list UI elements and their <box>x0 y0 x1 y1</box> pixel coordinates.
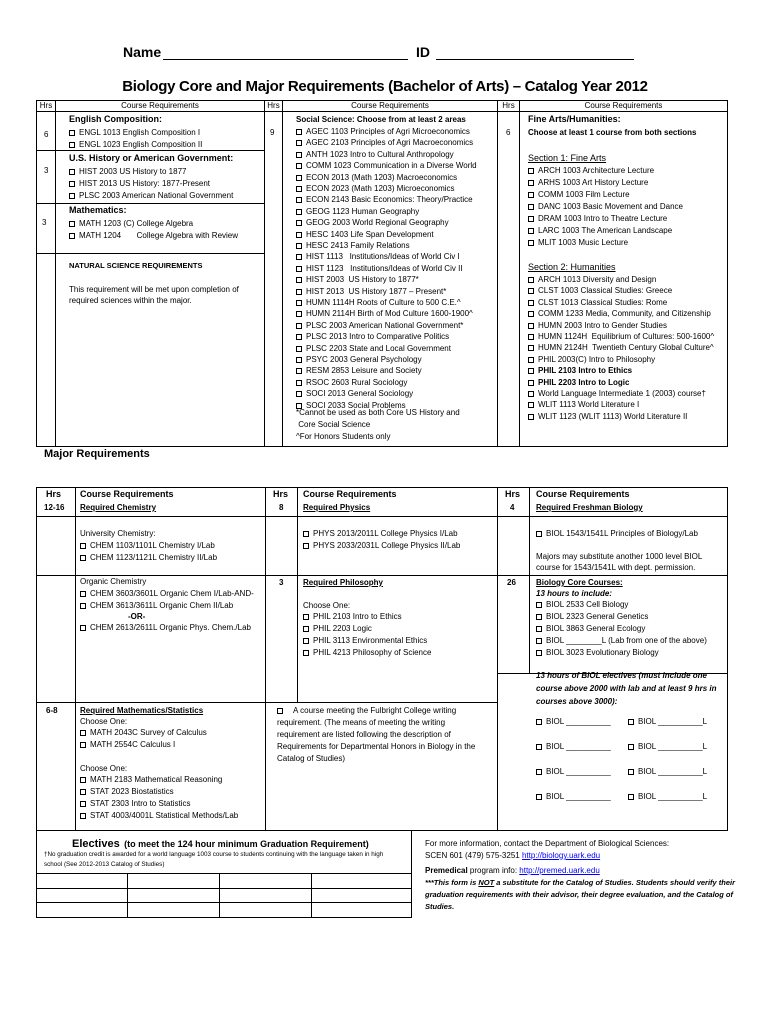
social-science-item[interactable]: ECON 2023 (Math 1203) Microeconomics <box>296 183 455 195</box>
checkbox-icon[interactable] <box>528 380 534 386</box>
biol-elective-blank[interactable]: BIOL __________ <box>536 766 611 778</box>
id-label: ID <box>416 44 430 60</box>
checkbox-icon[interactable] <box>296 391 302 397</box>
major-hrs-header: Hrs <box>273 489 289 499</box>
checkbox-icon[interactable] <box>528 168 534 174</box>
social-hrs: 9 <box>270 128 275 137</box>
checkbox-icon[interactable] <box>296 232 302 238</box>
finearts-subtitle: Choose at least 1 course from both sections <box>528 128 697 137</box>
finearts-title: Fine Arts/Humanities: <box>528 114 621 124</box>
checkbox-icon[interactable] <box>536 614 542 620</box>
humanities-item[interactable]: HUMN 1124H Equilibrium of Cultures: 500-1600^ <box>528 331 714 343</box>
elective-note: 13 hours of BIOL electives (must include one <box>536 671 708 680</box>
checkbox-icon[interactable] <box>528 204 534 210</box>
social-science-item[interactable]: HESC 1403 Life Span Development <box>296 229 434 241</box>
fine-arts-item[interactable]: MLIT 1003 Music Lecture <box>528 237 628 249</box>
biol-elective-blank[interactable]: BIOL __________L <box>628 791 707 803</box>
history-hrs: 3 <box>44 166 49 175</box>
social-science-item[interactable]: PLSC 2013 Intro to Comparative Politics <box>296 331 449 343</box>
social-science-item[interactable]: HIST 2003 US History to 1877* <box>296 274 419 286</box>
checkbox-icon[interactable] <box>303 614 309 620</box>
checkbox-icon[interactable] <box>296 175 302 181</box>
mathstat-item[interactable]: STAT 2023 Biostatistics <box>80 786 174 798</box>
checkbox-icon[interactable] <box>296 152 302 158</box>
philosophy-item[interactable]: PHIL 2203 Logic <box>303 623 372 635</box>
checkbox-icon[interactable] <box>296 243 302 249</box>
checkbox-icon[interactable] <box>69 181 75 187</box>
premed-line: Premedical program info: http://premed.uark.edu <box>425 866 600 875</box>
social-science-item[interactable]: AGEC 2103 Principles of Agri Macroeconomics <box>296 137 473 149</box>
phys-title: Required Physics <box>303 503 371 512</box>
humanities-item[interactable]: COMM 1233 Media, Community, and Citizenship <box>528 308 711 320</box>
chem-item[interactable]: CHEM 3603/3601L Organic Chem I/Lab-AND- <box>80 588 254 600</box>
social-science-item[interactable]: HIST 1123 Institutions/Ideas of World Civ II <box>296 263 463 275</box>
chem-title: Required Chemistry <box>80 503 157 512</box>
checkbox-icon[interactable] <box>528 311 534 317</box>
fine-arts-item[interactable]: DRAM 1003 Intro to Theatre Lecture <box>528 213 667 225</box>
social-note: ^For Honors Students only <box>296 432 391 441</box>
disclaimer: Studies. <box>425 902 455 911</box>
bio-item[interactable]: BIOL 1543/1541L Principles of Biology/Lab <box>536 528 698 540</box>
fine-arts-item[interactable]: ARCH 1003 Architecture Lecture <box>528 165 654 177</box>
core-hrs: 26 <box>507 578 516 587</box>
phys-item[interactable]: PHYS 2033/2031L College Physics II/Lab <box>303 540 460 552</box>
math-item[interactable]: MATH 1204 College Algebra with Review <box>69 230 238 242</box>
social-science-item[interactable]: HESC 2413 Family Relations <box>296 240 410 252</box>
elective-note: course above 2000 with lab and at least 9 hrs in <box>536 684 717 693</box>
checkbox-icon[interactable] <box>536 650 542 656</box>
section1-title: Section 1: Fine Arts <box>528 153 607 163</box>
checkbox-icon[interactable] <box>528 391 534 397</box>
natsci-line: required sciences within the major. <box>69 296 192 305</box>
fine-arts-item[interactable]: ARHS 1003 Art History Lecture <box>528 177 648 189</box>
checkbox-icon[interactable] <box>80 555 86 561</box>
major-course-header: Course Requirements <box>80 489 174 499</box>
biol-elective-blank[interactable]: BIOL __________ <box>536 741 611 753</box>
checkbox-icon[interactable] <box>80 789 86 795</box>
mathstat-hrs: 6-8 <box>46 706 58 715</box>
social-science-item[interactable]: PSYC 2003 General Psychology <box>296 354 422 366</box>
biol-elective-blank[interactable]: BIOL __________L <box>628 741 707 753</box>
social-science-item[interactable]: RESM 2853 Leisure and Society <box>296 365 422 377</box>
core-hrs-header-2: Hrs <box>267 101 280 110</box>
social-science-item[interactable]: HUMN 2114H Birth of Mod Culture 1600-1900^ <box>296 308 473 320</box>
chem-hrs: 12-16 <box>44 503 65 512</box>
math-title: Mathematics: <box>69 205 127 215</box>
philosophy-item[interactable]: PHIL 3113 Environmental Ethics <box>303 635 427 647</box>
checkbox-icon[interactable] <box>80 591 86 597</box>
social-science-item[interactable]: COMM 1023 Communication in a Diverse World <box>296 160 477 172</box>
bio-hrs: 4 <box>510 503 515 512</box>
bio-note: course for 1543/1541L with dept. permission. <box>536 563 696 572</box>
page-title: Biology Core and Major Requirements (Bachelor of Arts) – Catalog Year 2012 <box>122 78 648 95</box>
checkbox-icon[interactable] <box>296 254 302 260</box>
social-note: *Cannot be used as both Core US History and <box>296 408 460 417</box>
philo-choose: Choose One: <box>303 601 351 610</box>
natsci-title: NATURAL SCIENCE REQUIREMENTS <box>69 261 203 270</box>
checkbox-icon[interactable] <box>528 228 534 234</box>
checkbox-icon[interactable] <box>528 288 534 294</box>
chem-item[interactable]: CHEM 2613/2611L Organic Phys. Chem./Lab <box>80 622 251 634</box>
checkbox-icon[interactable] <box>296 277 302 283</box>
humanities-item[interactable]: PHIL 2003(C) Intro to Philosophy <box>528 354 655 366</box>
core-title: Biology Core Courses: <box>536 578 623 587</box>
checkbox-icon[interactable] <box>628 769 634 775</box>
humanities-item[interactable]: HUMN 2003 Intro to Gender Studies <box>528 320 667 332</box>
humanities-item[interactable]: WLIT 1113 World Literature I <box>528 399 639 411</box>
checkbox-icon[interactable] <box>80 625 86 631</box>
history-item[interactable]: HIST 2013 US History: 1877-Present <box>69 178 210 190</box>
mathstat-item[interactable]: MATH 2554C Calculus I <box>80 739 175 751</box>
social-science-item[interactable]: ECON 2143 Basic Economics: Theory/Practice <box>296 194 473 206</box>
humanities-item[interactable]: PHIL 2203 Intro to Logic <box>528 377 629 389</box>
disclaimer: graduation requirements with their advisor, their degree evaluation, and the Catalog of <box>425 890 733 899</box>
social-science-item[interactable]: PLSC 2203 State and Local Government <box>296 343 451 355</box>
id-field[interactable] <box>436 59 634 60</box>
humanities-item[interactable]: CLST 1013 Classical Studies: Rome <box>528 297 667 309</box>
checkbox-icon[interactable] <box>528 368 534 374</box>
social-science-item[interactable]: PLSC 2003 American National Government* <box>296 320 463 332</box>
checkbox-icon[interactable] <box>296 197 302 203</box>
major-course-header: Course Requirements <box>303 489 397 499</box>
philo-title: Required Philosophy <box>303 578 384 587</box>
checkbox-icon[interactable] <box>303 650 309 656</box>
checkbox-icon[interactable] <box>296 129 302 135</box>
biol-elective-blank[interactable]: BIOL __________L <box>628 716 707 728</box>
checkbox-icon[interactable] <box>528 323 534 329</box>
checkbox-icon[interactable] <box>80 813 86 819</box>
phys-item[interactable]: PHYS 2013/2011L College Physics I/Lab <box>303 528 458 540</box>
checkbox-icon[interactable] <box>296 163 302 169</box>
checkbox-icon[interactable] <box>296 289 302 295</box>
checkbox-icon[interactable] <box>528 334 534 340</box>
chem-org: Organic Chemistry <box>80 577 147 586</box>
checkbox-icon[interactable] <box>296 209 302 215</box>
fulbright-item[interactable]: A course meeting the Fulbright College writing <box>277 705 456 717</box>
phys-hrs: 8 <box>279 503 284 512</box>
math-hrs: 3 <box>42 218 47 227</box>
electives-note: †No graduation credit is awarded for a world language 1003 course to students continuing with the language taken in high <box>44 851 384 858</box>
checkbox-icon[interactable] <box>80 777 86 783</box>
checkbox-icon[interactable] <box>628 794 634 800</box>
fulbright-line: Requirements for Departmental Honors in Biology in the <box>277 742 476 751</box>
checkbox-icon[interactable] <box>303 543 309 549</box>
math-item[interactable]: MATH 1203 (C) College Algebra <box>69 218 193 230</box>
section2-title: Section 2: Humanities <box>528 262 616 272</box>
humanities-item[interactable]: ARCH 1013 Diversity and Design <box>528 274 656 286</box>
mathstat-item[interactable]: STAT 2303 Intro to Statistics <box>80 798 191 810</box>
social-science-item[interactable]: SOCI 2033 Social Problems <box>296 400 406 412</box>
social-science-item[interactable]: HIST 2013 US History 1877 – Present* <box>296 286 446 298</box>
social-science-item[interactable]: HIST 1113 Institutions/Ideas of World Civ I <box>296 251 460 263</box>
checkbox-icon[interactable] <box>303 531 309 537</box>
mathstat-choose: Choose One: <box>80 764 128 773</box>
checkbox-icon[interactable] <box>296 311 302 317</box>
biology-core-item[interactable]: BIOL 3863 General Ecology <box>536 623 645 635</box>
social-science-item[interactable]: RSOC 2603 Rural Sociology <box>296 377 407 389</box>
humanities-item[interactable]: PHIL 2103 Intro to Ethics <box>528 365 632 377</box>
checkbox-icon[interactable] <box>528 240 534 246</box>
checkbox-icon[interactable] <box>536 744 542 750</box>
humanities-item[interactable]: World Language Intermediate 1 (2003) course† <box>528 388 706 400</box>
electives-heading: Electives (to meet the 124 hour minimum Graduation Requirement) <box>72 838 369 850</box>
checkbox-icon[interactable] <box>277 708 283 714</box>
core-course-header-1: Course Requirements <box>121 101 199 110</box>
checkbox-icon[interactable] <box>69 169 75 175</box>
major-hrs-header: Hrs <box>46 489 62 499</box>
checkbox-icon[interactable] <box>296 334 302 340</box>
mathstat-title: Required Mathematics/Statistics <box>80 706 204 715</box>
checkbox-icon[interactable] <box>296 266 302 272</box>
checkbox-icon[interactable] <box>536 769 542 775</box>
biol-elective-blank[interactable]: BIOL __________ <box>536 716 611 728</box>
checkbox-icon[interactable] <box>296 186 302 192</box>
major-course-header: Course Requirements <box>536 489 630 499</box>
fine-arts-item[interactable]: DANC 1003 Basic Movement and Dance <box>528 201 683 213</box>
checkbox-icon[interactable] <box>528 402 534 408</box>
mathstat-item[interactable]: MATH 2043C Survey of Calculus <box>80 727 207 739</box>
bio-note: Majors may substitute another 1000 level BIOL <box>536 552 703 561</box>
checkbox-icon[interactable] <box>303 638 309 644</box>
mathstat-choose: Choose One: <box>80 717 128 726</box>
checkbox-icon[interactable] <box>528 414 534 420</box>
checkbox-icon[interactable] <box>528 345 534 351</box>
bio-title: Required Freshman Biology <box>536 503 643 512</box>
checkbox-icon[interactable] <box>69 221 75 227</box>
history-item[interactable]: PLSC 2003 American National Government <box>69 190 233 202</box>
chem-item[interactable]: CHEM 3613/3611L Organic Chem II/Lab <box>80 600 233 612</box>
social-science-item[interactable]: ANTH 1023 Intro to Cultural Anthropology <box>296 149 454 161</box>
checkbox-icon[interactable] <box>536 602 542 608</box>
philosophy-item[interactable]: PHIL 2103 Intro to Ethics <box>303 611 402 623</box>
checkbox-icon[interactable] <box>80 730 86 736</box>
checkbox-icon[interactable] <box>528 192 534 198</box>
core-sub: 13 hours to include: <box>536 589 613 598</box>
major-hrs-header: Hrs <box>505 489 521 499</box>
checkbox-icon[interactable] <box>80 543 86 549</box>
name-field[interactable] <box>163 59 408 60</box>
checkbox-icon[interactable] <box>528 357 534 363</box>
social-science-item[interactable]: GEOG 2003 World Regional Geography <box>296 217 449 229</box>
philosophy-item[interactable]: PHIL 4213 Philosophy of Science <box>303 647 431 659</box>
english-item[interactable]: ENGL 1023 English Composition II <box>69 139 202 151</box>
checkbox-icon[interactable] <box>536 638 542 644</box>
checkbox-icon[interactable] <box>303 626 309 632</box>
disclaimer: ***This form is NOT a substitute for the Catalog of Studies. Students should verify their <box>425 878 736 887</box>
checkbox-icon[interactable] <box>80 603 86 609</box>
fulbright-line: requirement. (The means of meeting the writing <box>277 718 446 727</box>
social-title: Social Science: Choose from at least 2 areas <box>296 115 466 124</box>
core-hrs-header-3: Hrs <box>502 101 515 110</box>
social-science-item[interactable]: HUMN 1114H Roots of Culture to 500 C.E.^ <box>296 297 461 309</box>
elective-note: courses above 3000): <box>536 697 618 706</box>
core-hrs-header-1: Hrs <box>39 101 53 110</box>
core-course-header-2: Course Requirements <box>351 101 429 110</box>
biol-elective-blank[interactable]: BIOL __________L <box>628 766 707 778</box>
checkbox-icon[interactable] <box>536 531 542 537</box>
fulbright-line: requirement are listed following the description of <box>277 730 451 739</box>
humanities-item[interactable]: HUMN 2124H Twentieth Century Global Culture^ <box>528 342 714 354</box>
humanities-item[interactable]: WLIT 1123 (WLIT 1113) World Literature II <box>528 411 687 423</box>
chem-item[interactable]: CHEM 1123/1121L Chemistry II/Lab <box>80 552 217 564</box>
core-course-header-3: Course Requirements <box>584 101 663 110</box>
fine-arts-item[interactable]: LARC 1003 The American Landscape <box>528 225 672 237</box>
social-science-item[interactable]: ECON 2013 (Math 1203) Macroeconomics <box>296 172 457 184</box>
info-line: SCEN 601 (479) 575-3251 http://biology.uark.edu <box>425 851 601 860</box>
electives-note: school (See 2012-2013 Catalog of Studies) <box>44 861 165 868</box>
history-title: U.S. History or American Government: <box>69 153 234 163</box>
checkbox-icon[interactable] <box>69 142 75 148</box>
checkbox-icon[interactable] <box>536 794 542 800</box>
checkbox-icon[interactable] <box>69 193 75 199</box>
major-title: Major Requirements <box>44 448 150 460</box>
social-note: Core Social Science <box>296 420 371 429</box>
fine-arts-item[interactable]: COMM 1003 Film Lecture <box>528 189 630 201</box>
checkbox-icon[interactable] <box>296 323 302 329</box>
chem-item[interactable]: CHEM 1103/1101L Chemistry I/Lab <box>80 540 215 552</box>
checkbox-icon[interactable] <box>528 300 534 306</box>
social-science-item[interactable]: SOCI 2013 General Sociology <box>296 388 413 400</box>
chem-or: -OR- <box>128 612 146 621</box>
natsci-line: This requirement will be met upon completion of <box>69 285 239 294</box>
checkbox-icon[interactable] <box>628 744 634 750</box>
checkbox-icon[interactable] <box>296 357 302 363</box>
checkbox-icon[interactable] <box>296 220 302 226</box>
english-title: English Composition: <box>69 114 162 124</box>
checkbox-icon[interactable] <box>296 346 302 352</box>
social-science-item[interactable]: GEOG 1123 Human Geography <box>296 206 419 218</box>
finearts-hrs: 6 <box>506 128 511 137</box>
checkbox-icon[interactable] <box>536 719 542 725</box>
history-item[interactable]: HIST 2003 US History to 1877 <box>69 166 186 178</box>
biology-core-item[interactable]: BIOL 2533 Cell Biology <box>536 599 628 611</box>
english-item[interactable]: ENGL 1013 English Composition I <box>69 127 200 139</box>
chem-univ: University Chemistry: <box>80 529 156 538</box>
checkbox-icon[interactable] <box>296 300 302 306</box>
mathstat-item[interactable]: STAT 4003/4001L Statistical Methods/Lab <box>80 810 238 822</box>
checkbox-icon[interactable] <box>296 368 302 374</box>
checkbox-icon[interactable] <box>69 233 75 239</box>
mathstat-item[interactable]: MATH 2183 Mathematical Reasoning <box>80 774 222 786</box>
checkbox-icon[interactable] <box>536 626 542 632</box>
biology-link[interactable]: http://biology.uark.edu <box>521 851 601 860</box>
checkbox-icon[interactable] <box>69 130 75 136</box>
humanities-item[interactable]: CLST 1003 Classical Studies: Greece <box>528 285 672 297</box>
biology-core-item[interactable]: BIOL ________L (Lab from one of the above) <box>536 635 707 647</box>
biology-core-item[interactable]: BIOL 3023 Evolutionary Biology <box>536 647 659 659</box>
checkbox-icon[interactable] <box>528 216 534 222</box>
philo-hrs: 3 <box>279 578 284 587</box>
checkbox-icon[interactable] <box>80 801 86 807</box>
fulbright-line: Catalog of Studies) <box>277 754 346 763</box>
checkbox-icon[interactable] <box>296 380 302 386</box>
name-label: Name <box>123 44 162 60</box>
checkbox-icon[interactable] <box>80 742 86 748</box>
english-hrs: 6 <box>44 130 49 139</box>
checkbox-icon[interactable] <box>296 140 302 146</box>
checkbox-icon[interactable] <box>628 719 634 725</box>
biology-core-item[interactable]: BIOL 2323 General Genetics <box>536 611 648 623</box>
social-science-item[interactable]: AGEC 1103 Principles of Agri Microeconomics <box>296 126 470 138</box>
checkbox-icon[interactable] <box>528 277 534 283</box>
checkbox-icon[interactable] <box>528 180 534 186</box>
info-line: For more information, contact the Department of Biological Sciences: <box>425 839 670 848</box>
biol-elective-blank[interactable]: BIOL __________ <box>536 791 611 803</box>
premed-link[interactable]: http://premed.uark.edu <box>519 866 600 875</box>
